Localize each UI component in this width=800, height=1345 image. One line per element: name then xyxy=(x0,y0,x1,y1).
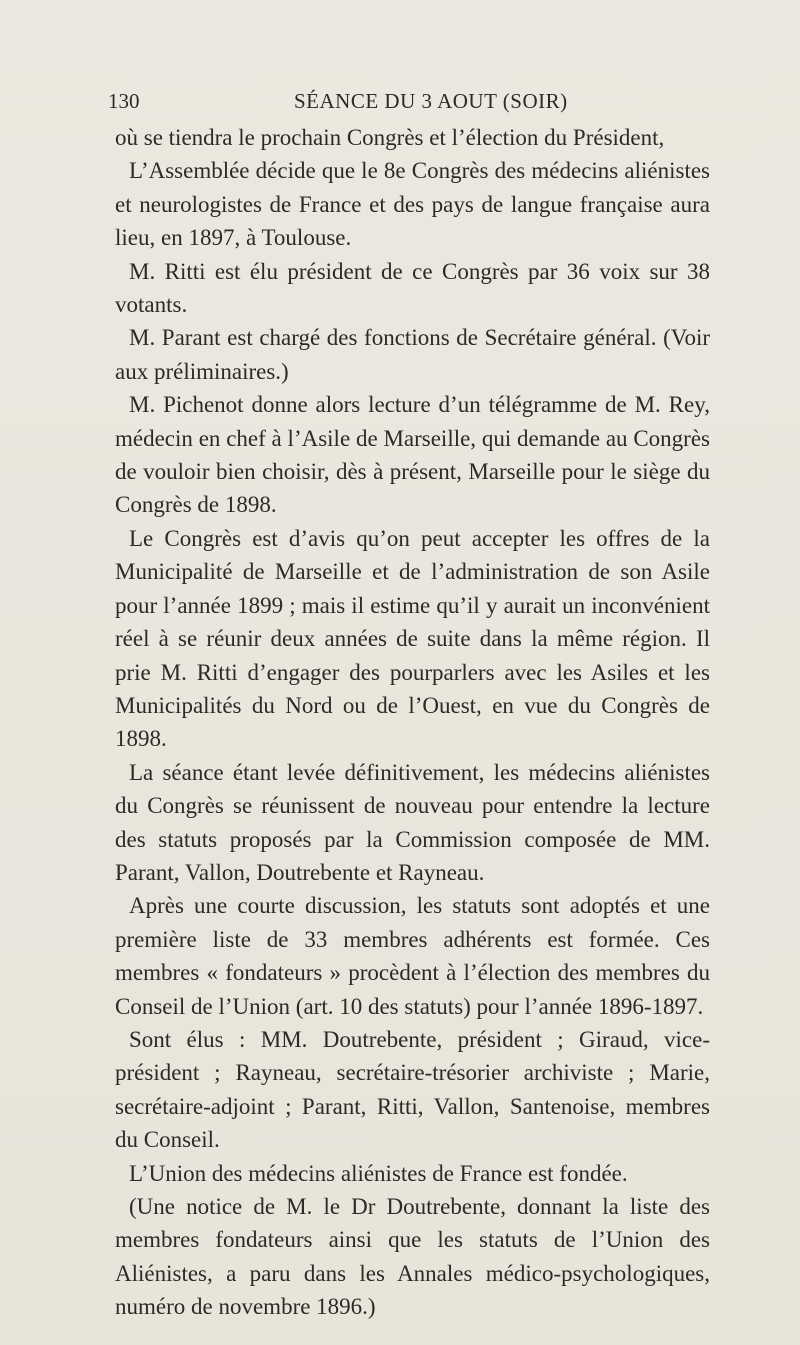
paragraph-notice: (Une notice de M. le Dr Doutrebente, donnant la liste des membres fondateurs ainsi que les statuts de l’Union des Aliénistes, a paru dans les Annales médico-psychologiques, numéro de novembre 1896.) xyxy=(115,1194,710,1320)
paragraph-union-founded: L’Union des médecins aliénistes de France est fondée. xyxy=(129,1160,628,1186)
paragraph-elected-members: Sont élus : MM. Doutrebente, président ; Giraud, vice-président ; Rayneau, secrétaire-trésorier archiviste ; Marie, secrétaire-adjoint ; Parant, Ritti, Vallon, Santenoise, membres du Conseil. xyxy=(115,1026,710,1153)
paragraph-congress-location: L’Assemblée décide que le 8e Congrès des médecins aliénistes et neurologistes de France et des pays de langue française aura lieu, en 1897, à Toulouse. xyxy=(115,158,710,251)
paragraph-telegram: M. Pichenot donne alors lecture d’un télégramme de M. Rey, médecin en chef à l’Asile de Marseille, qui demande au Congrès de vouloir bien choisir, dès à présent, Marseille pour le siège du Congrès de 1898. xyxy=(115,392,710,518)
page-number: 130 xyxy=(108,89,140,113)
paragraph-congress-opinion: Le Congrès est d’avis qu’on peut accepter les offres de la Municipalité de Marseille et de l’administration de son Asile pour l’année 1899 ; mais il estime qu’il y aurait un inconvénient réel à se réunir deux années de suite dans la même région. Il prie M. Ritti d’engager des pourparlers avec les Asiles et les Municipalités du Nord ou de l’Ouest, en vue du Congrès de 1898. xyxy=(115,525,710,752)
paragraph-continuation: où se tiendra le prochain Congrès et l’élection du Président, xyxy=(115,125,665,150)
running-header xyxy=(108,86,708,116)
paragraph-session-closed: La séance étant levée définitivement, les médecins aliénistes du Congrès se réunissent de nouveau pour entendre la lecture des statuts proposés par la Commission composée de MM. Parant, Vallon, Doutrebente et Rayneau. xyxy=(115,759,710,885)
paragraph-secretary: M. Parant est chargé des fonctions de Secrétaire général. (Voir aux préliminaires.) xyxy=(115,325,710,384)
paragraph-president-election: M. Ritti est élu président de ce Congrès par 36 voix sur 38 votants. xyxy=(115,258,710,318)
running-title: SÉANCE DU 3 AOUT (SOIR) xyxy=(294,89,568,113)
body-text xyxy=(115,121,710,1324)
paragraph-statutes-adopted: Après une courte discussion, les statuts sont adoptés et une première liste de 33 membres adhérents est formée. Ces membres « fondateurs » procèdent à l’élection des membres du Conseil de l’Union (art. 10 des statuts) pour l’année 1896-1897. xyxy=(115,893,710,1019)
